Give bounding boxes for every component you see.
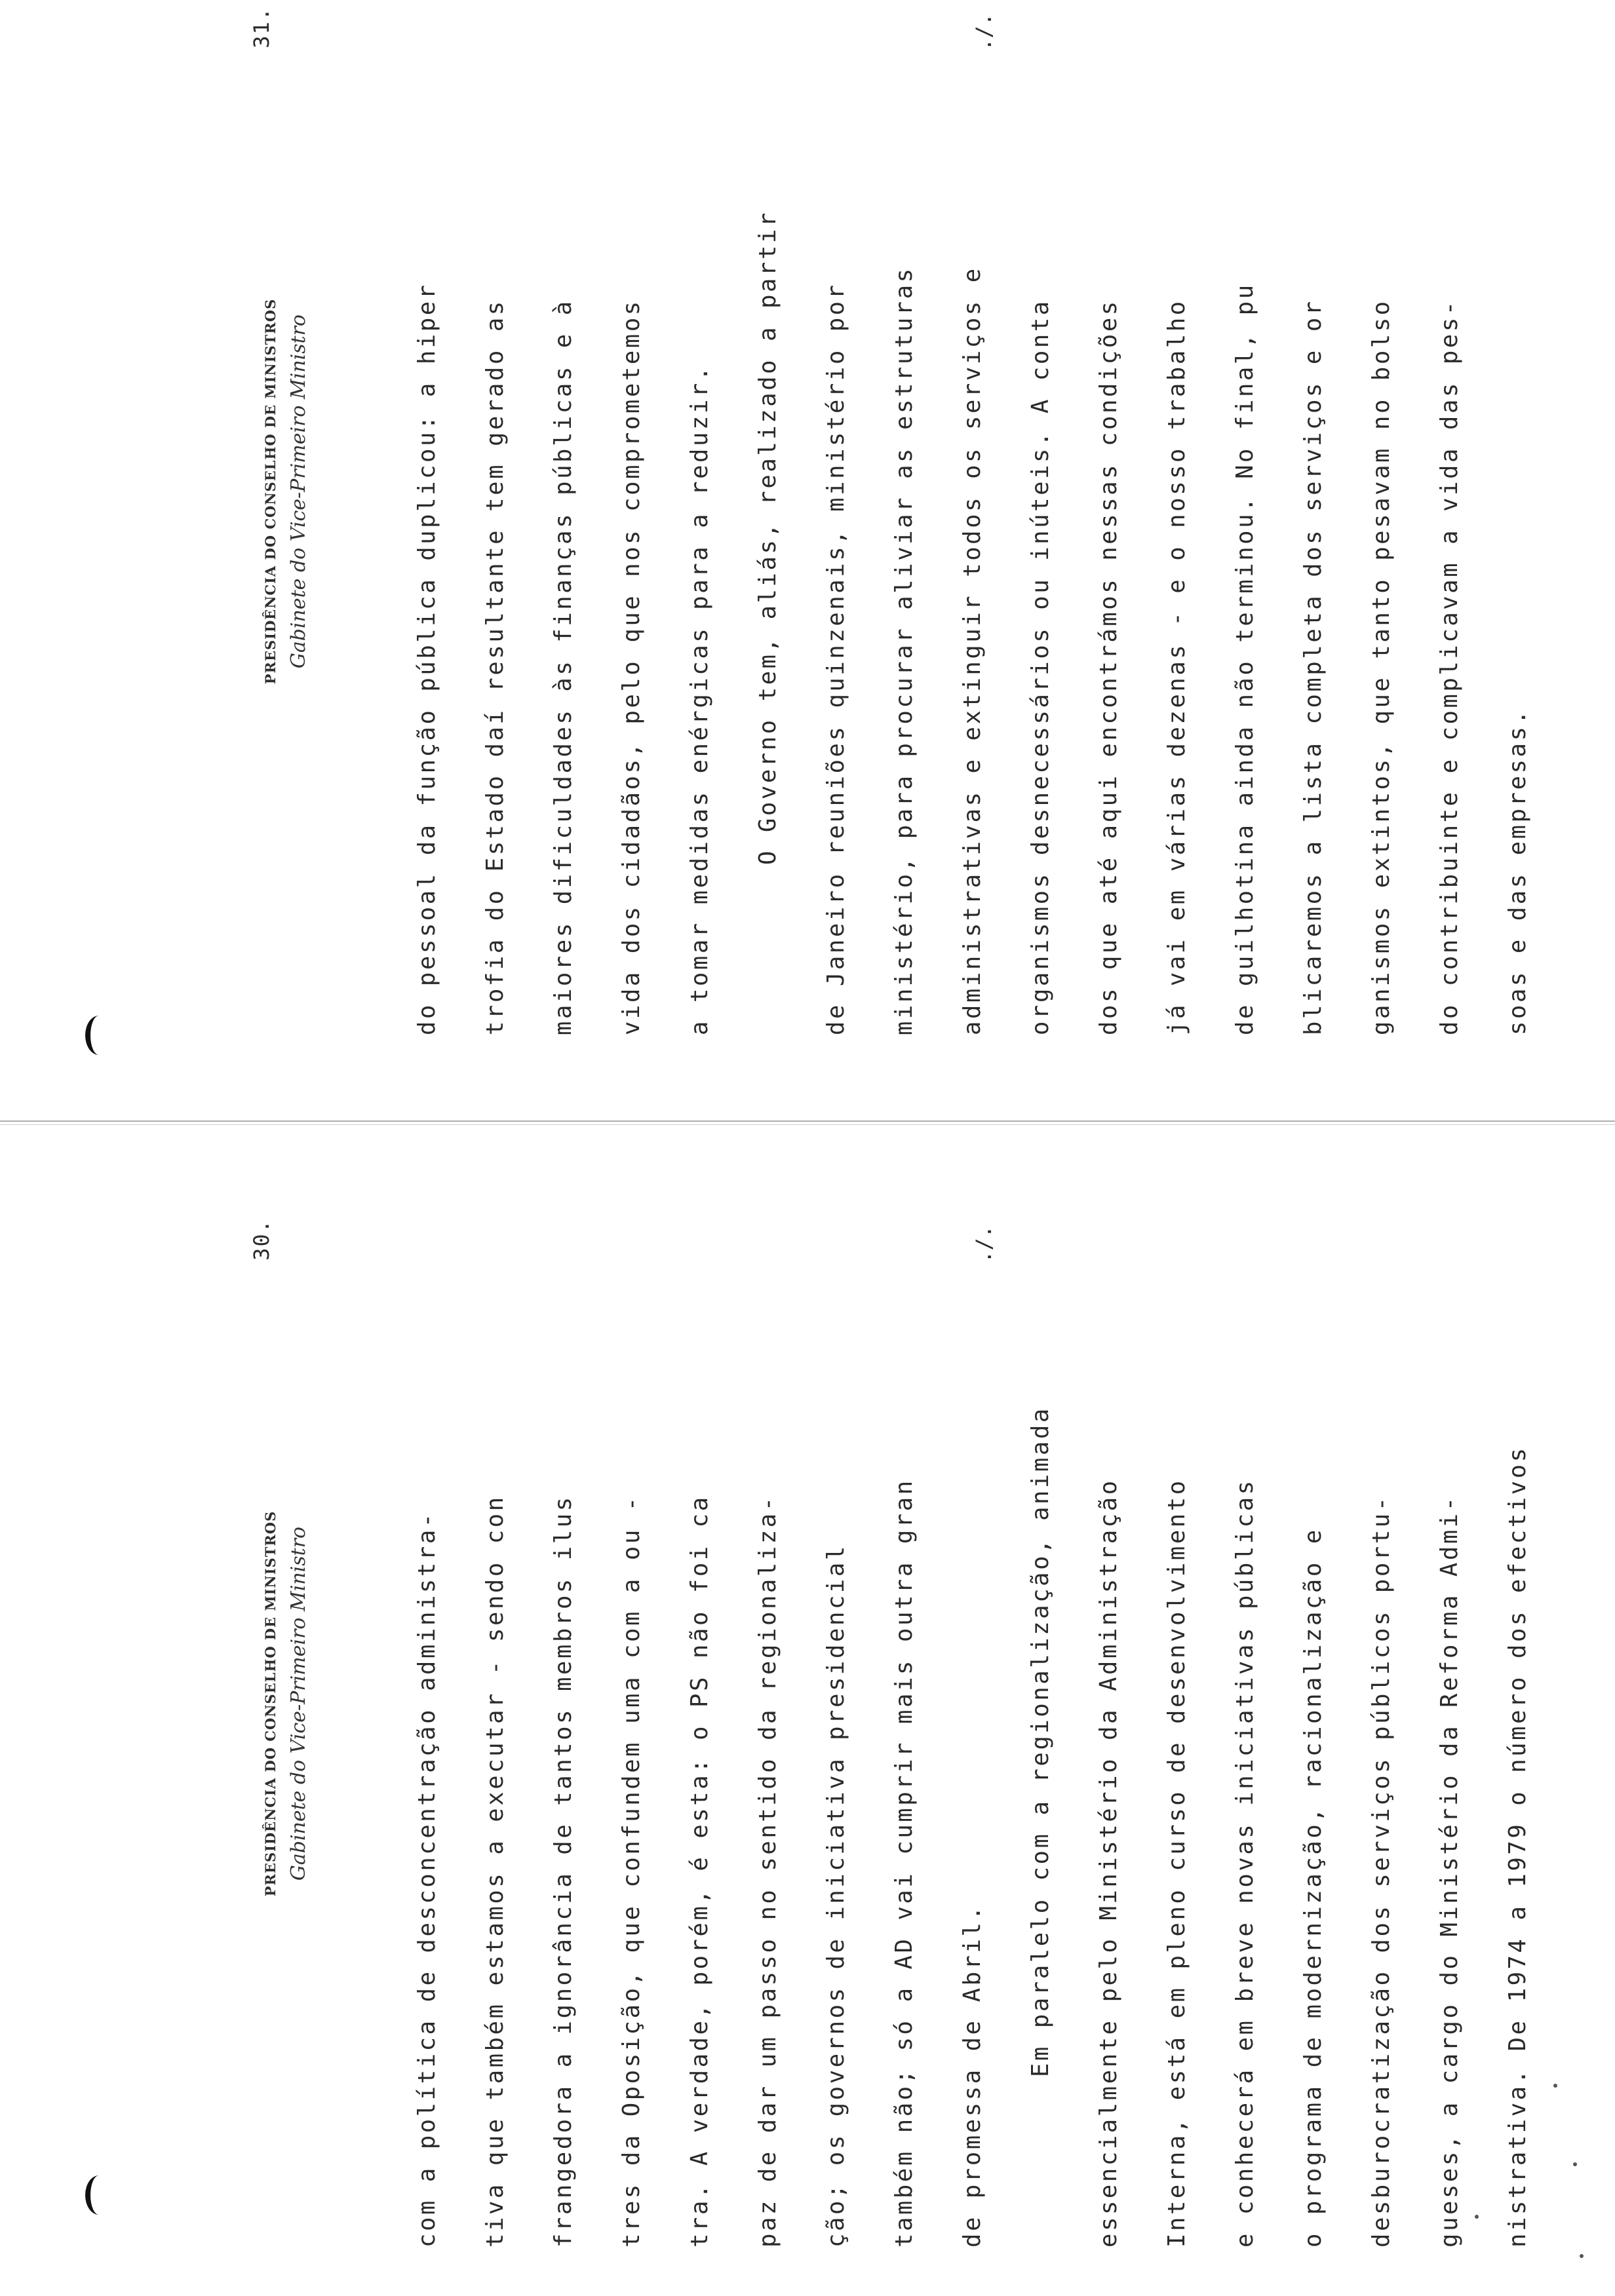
continuation-mark: ./.	[971, 13, 996, 51]
text-line: já vai em várias dezenas - e o nosso trabalho	[1163, 299, 1190, 1035]
text-line: frangedora a ignorância de tantos membros ilus	[550, 1495, 577, 2248]
text-line: trofia do Estado daí resultante tem gerado as	[482, 299, 509, 1035]
scan-speck	[1573, 2162, 1577, 2166]
text-line: essencialmente pelo Ministério da Administração	[1095, 1478, 1122, 2248]
text-line: a tomar medidas enérgicas para a reduzir.	[686, 364, 713, 1035]
page-fold-shadow	[0, 1124, 1615, 1125]
letterhead-title: PRESIDÊNCIA DO CONSELHO DE MINISTROS	[262, 298, 279, 685]
binding-mark	[85, 2175, 113, 2215]
text-line: ministério, para procurar aliviar as estruturas	[891, 266, 918, 1035]
text-line: paz de dar um passo no sentido da regionaliza-	[754, 1495, 781, 2248]
text-line: de guilhotina ainda não terminou. No final, pu	[1232, 282, 1258, 1035]
text-line: e conhecerá em breve novas iniciativas públicas	[1232, 1478, 1258, 2248]
text-line: de promessa de Abril.	[959, 1904, 986, 2248]
page-fold-line	[0, 1120, 1615, 1122]
letterhead-subtitle: Gabinete do Vice-Primeiro Ministro	[287, 314, 310, 669]
text-line: Em paralelo com a regionalização, animada	[1027, 1406, 1054, 2077]
page-number: 31.	[249, 7, 274, 48]
text-line: administrativas e extinguir todos os serviços e	[959, 266, 986, 1035]
continuation-mark: ./.	[971, 1225, 996, 1263]
text-line: de Janeiro reuniões quinzenais, ministério por	[823, 282, 849, 1035]
letterhead-title: PRESIDÊNCIA DO CONSELHO DE MINISTROS	[262, 1510, 279, 1897]
body-text	[393, 1160, 1552, 2248]
binding-mark	[85, 1016, 113, 1055]
text-line: soas e das empresas.	[1504, 708, 1531, 1035]
text-line: dos que até aqui encontrámos nessas condições	[1095, 299, 1122, 1035]
text-line: ganismos extintos, que tanto pesavam no bolso	[1368, 299, 1395, 1035]
text-line: organismos desnecessários ou inúteis. A conta	[1027, 299, 1054, 1035]
text-line: maiores dificuldades às finanças públicas e à	[550, 299, 577, 1035]
body-text	[393, 0, 1552, 1035]
text-line: O Governo tem, aliás, realizado a partir	[754, 210, 781, 865]
scan-speck	[1580, 2254, 1584, 2258]
text-line: blicaremos a lista completa dos serviços e or	[1300, 299, 1327, 1035]
text-line: vida dos cidadãos, pelo que nos comprometemos	[618, 299, 645, 1035]
text-line: do pessoal da função pública duplicou: a hiper	[414, 282, 440, 1035]
text-line: tres da Oposição, que confundem uma com a ou -	[618, 1495, 645, 2248]
scan-speck	[1553, 2084, 1557, 2088]
text-line: tiva que também estamos a executar - sendo con	[482, 1495, 509, 2248]
document-page-30	[249, 1160, 1531, 2248]
text-line: desburocratização dos serviços públicos portu-	[1368, 1495, 1395, 2248]
text-line: tra. A verdade, porém, é esta: o PS não foi ca	[686, 1495, 713, 2248]
document-page-31	[249, 0, 1531, 1035]
text-line: Interna, está em pleno curso de desenvolvimento	[1163, 1478, 1190, 2248]
page-number: 30.	[249, 1219, 274, 1261]
text-line: o programa de modernização, racionalização e	[1300, 1527, 1327, 2248]
text-line: gueses, a cargo do Ministério da Reforma Admi-	[1436, 1495, 1463, 2248]
text-line: nistrativa. De 1974 a 1979 o número dos efectivos	[1504, 1445, 1531, 2248]
text-line: do contribuinte e complicavam a vida das pes-	[1436, 299, 1463, 1035]
text-line: com a política de desconcentração administra-	[414, 1511, 440, 2248]
letterhead-subtitle: Gabinete do Vice-Primeiro Ministro	[287, 1526, 310, 1881]
text-line: ção; os governos de iniciativa presidencial	[823, 1544, 849, 2248]
text-line: também não; só a AD vai cumprir mais outra gran	[891, 1478, 918, 2248]
